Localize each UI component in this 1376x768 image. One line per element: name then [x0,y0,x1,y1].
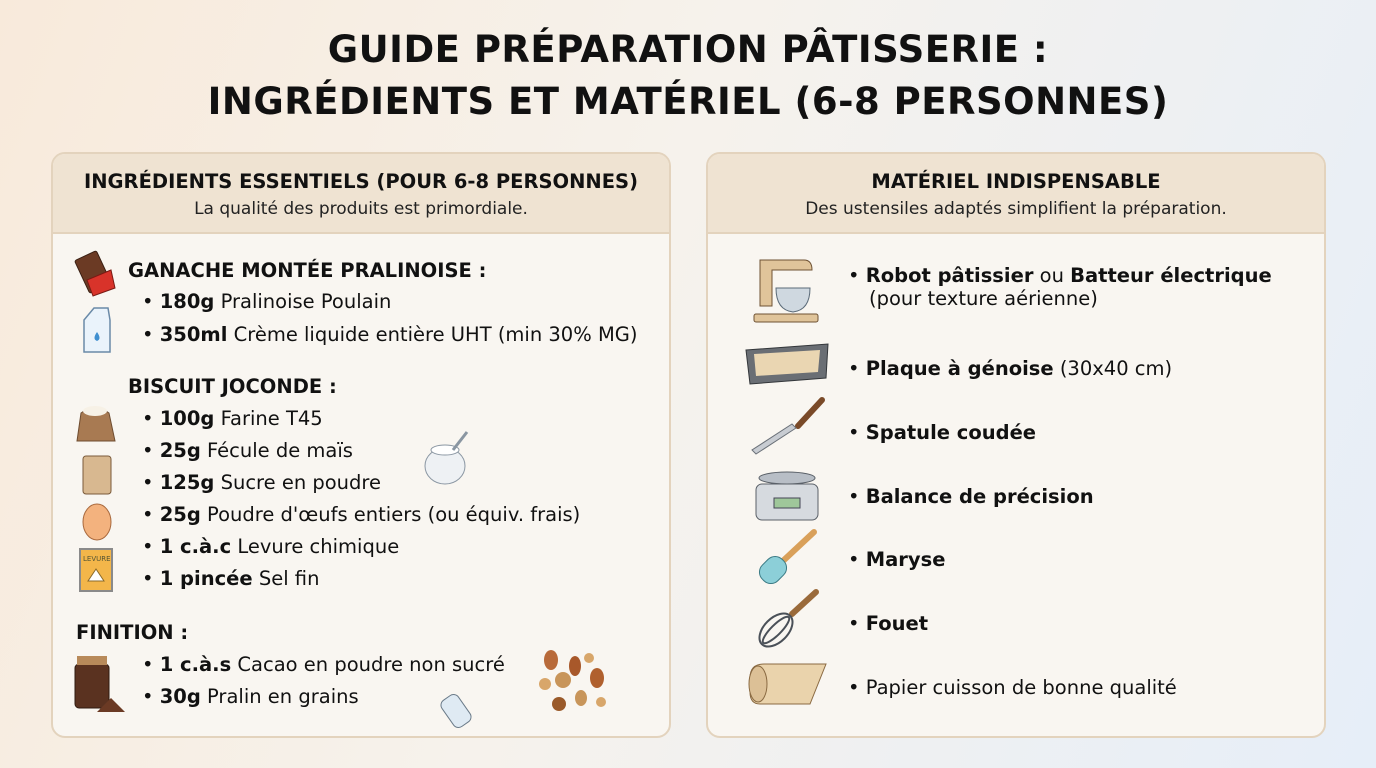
equipment-item: • Plaque à génoise (30x40 cm) [848,357,1173,380]
ingredient-name: Fécule de maïs [207,439,353,462]
section-title-finition: FINITION : [76,621,189,644]
ingredient-name: Sel fin [258,567,320,590]
qty: 100g [159,407,215,430]
equipment-note: (30x40 cm) [1053,357,1173,380]
salt-shaker-icon [438,687,482,737]
ingredient-item: • 30g Pralin en grains [142,685,359,708]
connector-text: ou [1033,264,1071,287]
equipment-name: Plaque à génoise [865,357,1054,380]
equipment-item: • Robot pâtissier ou Batteur électrique (pour texture aérienne) [848,264,1272,310]
ingredient-name: Farine T45 [220,407,323,430]
ingredient-item: • 25g Poudre d'œufs entiers (ou équiv. frais) [142,503,581,526]
ingredient-name: Sucre en poudre [220,471,382,494]
parchment-paper-icon [744,654,834,716]
ingredients-panel [51,152,671,738]
equipment-name: Papier cuisson de bonne qualité [865,676,1177,699]
whisk-icon [752,588,822,654]
stand-mixer-icon [750,254,826,326]
equipment-name: Maryse [865,548,946,571]
spatula-maryse-icon [752,528,822,594]
equipment-item: • Spatule coudée [848,421,1037,444]
cocoa-jar-icon [71,654,127,718]
cream-carton-icon [80,306,114,356]
kitchen-scale-icon [752,468,822,524]
qty: 1 pincée [159,567,253,590]
qty: 25g [159,503,201,526]
ingredient-name: Levure chimique [237,535,400,558]
qty: 180g [159,290,215,313]
qty: 25g [159,439,201,462]
sugar-bowl-icon [423,430,473,490]
ingredient-item: • 350ml Crème liquide entière UHT (min 30% MG) [142,323,638,346]
qty: 30g [159,685,201,708]
flour-sack-icon [73,399,119,445]
ingredient-item: • 1 c.à.s Cacao en poudre non sucré [142,653,505,676]
qty: 1 c.à.s [159,653,232,676]
equipment-panel [706,152,1326,738]
ingredient-item: • 125g Sucre en poudre [142,471,382,494]
page-title-line1: GUIDE PRÉPARATION PÂTISSERIE : [327,28,1049,71]
ingredient-name: Pralinoise Poulain [220,290,392,313]
qty: 350ml [159,323,228,346]
section-title-ganache: GANACHE MONTÉE PRALINOISE : [128,259,487,282]
ingredient-item: • 1 pincée Sel fin [142,567,320,590]
egg-icon [80,500,114,542]
equipment-note: (pour texture aérienne) [869,287,1098,310]
qty: 1 c.à.c [159,535,232,558]
equipment-item: • Fouet [848,612,929,635]
equipment-name: Robot pâtissier [865,264,1034,287]
equipment-name: Fouet [865,612,929,635]
equipment-item: • Papier cuisson de bonne qualité [848,676,1177,699]
ingredient-item: • 100g Farine T45 [142,407,323,430]
ingredient-item: • 25g Fécule de maïs [142,439,353,462]
ingredient-name: Crème liquide entière UHT (min 30% MG) [233,323,638,346]
offset-spatula-icon [748,396,828,460]
ingredient-name: Poudre d'œufs entiers (ou équiv. frais) [207,503,581,526]
baking-tray-icon [740,334,834,392]
ingredient-name: Cacao en poudre non sucré [237,653,505,676]
qty: 125g [159,471,215,494]
svg-text:LEVURE: LEVURE [83,555,111,563]
section-title-biscuit: BISCUIT JOCONDE : [128,375,337,398]
equipment-item: • Balance de précision [848,485,1094,508]
equipment-name: Balance de précision [865,485,1094,508]
equipment-name: Spatule coudée [865,421,1037,444]
ingredient-name: Pralin en grains [207,685,359,708]
page-title-line2: INGRÉDIENTS ET MATÉRIEL (6-8 PERSONNES) [207,80,1169,123]
equipment-heading: MATÉRIEL INDISPENSABLE [871,170,1161,193]
ingredients-subtitle: La qualité des produits est primordiale. [194,199,528,219]
equipment-subtitle: Des ustensiles adaptés simplifient la préparation. [805,199,1227,219]
ingredients-header [53,154,669,234]
equipment-name: Batteur électrique [1070,264,1272,287]
equipment-header [708,154,1324,234]
yeast-packet-icon [78,547,116,595]
ingredients-heading: INGRÉDIENTS ESSENTIELS (POUR 6-8 PERSONNES) [83,170,639,193]
ingredient-item: • 1 c.à.c Levure chimique [142,535,400,558]
nuts-icon [537,648,617,718]
ingredient-item: • 180g Pralinoise Poulain [142,290,392,313]
chocolate-bar-icon [73,250,119,300]
cornstarch-bag-icon [80,452,114,496]
equipment-item: • Maryse [848,548,946,571]
